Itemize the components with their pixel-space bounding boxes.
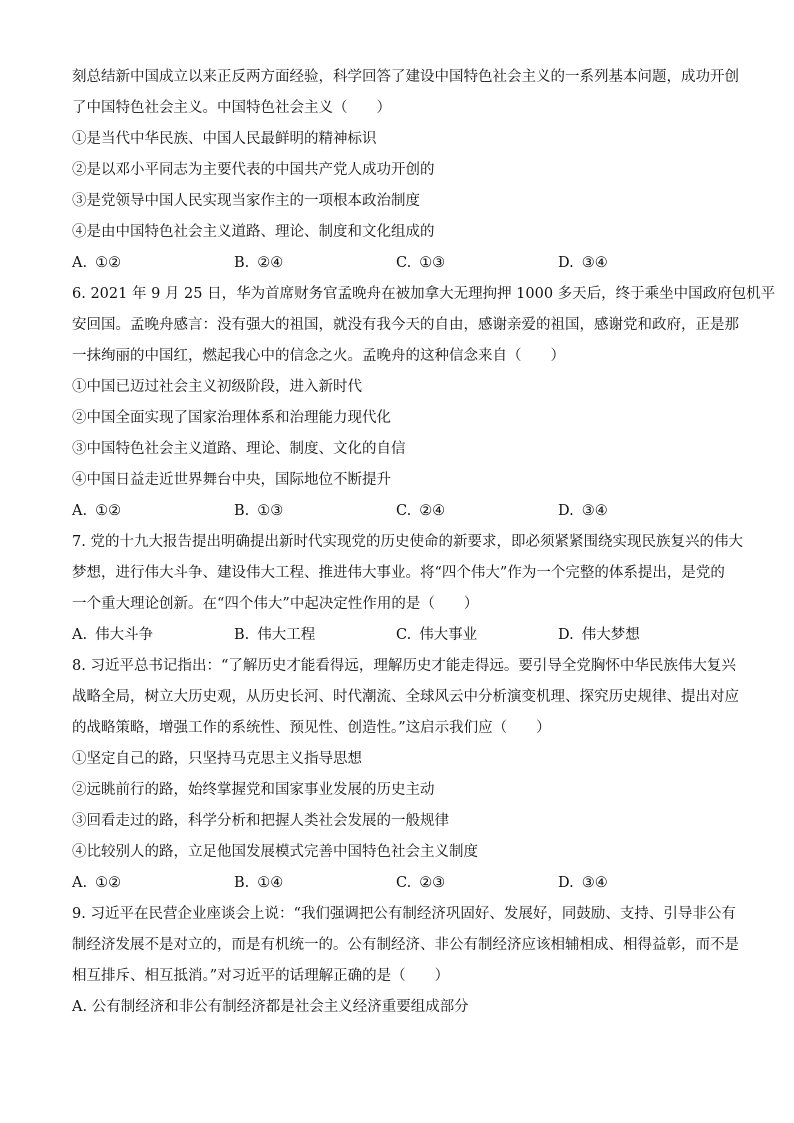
option-letter: B. [234,875,250,891]
option-letter: C. [396,875,412,891]
option-a [72,248,234,279]
question-stem-line: 一个重大理论创新。在“四个伟大”中起决定性作用的是（ ） [72,596,479,612]
option-d [558,868,720,899]
option-letter: A. [72,503,88,519]
answer-options [72,868,722,899]
option-letter: C. [396,627,412,643]
option-letter: B. [234,503,250,519]
statement-item: ①是当代中华民族、中国人民最鲜明的精神标识 [72,131,377,147]
option-letter: C. [396,503,412,519]
option-letter: A. [72,627,88,643]
option-letter: A. [72,875,88,891]
option-text: ②③ [419,875,446,891]
option-text: ③④ [581,503,608,519]
statement-item: ②是以邓小平同志为主要代表的中国共产党人成功开创的 [72,162,435,178]
option-c [396,620,558,651]
question-7 [72,527,743,651]
option-text: ①② [95,875,122,891]
option-letter: D. [558,875,574,891]
option-text: ③④ [581,875,608,891]
option-text: ①② [95,255,122,271]
option-a [72,496,234,527]
question-stem-line: 安回国。孟晚舟感言：没有强大的祖国，就没有我今天的自由，感谢亲爱的祖国，感谢党和政府，正是那 [72,317,739,333]
option-a [72,868,234,899]
statement-item: ①中国已迈过社会主义初级阶段，进入新时代 [72,379,362,395]
option-c [396,868,558,899]
option-d [558,248,720,279]
statement-item: ③回看走过的路，科学分析和把握人类社会发展的一般规律 [72,813,449,829]
question-5 [72,62,739,279]
option-text: ①④ [257,875,284,891]
option-text: ②④ [257,255,284,271]
statement-item: ②远眺前行的路，始终掌握党和国家事业发展的历史主动 [72,782,435,798]
statement-item: ④中国日益走近世界舞台中央，国际地位不断提升 [72,472,391,488]
option-text: ③④ [581,255,608,271]
option-d [558,496,720,527]
question-stem-line: 制经济发展不是对立的，而是有机统一的。公有制经济、非公有制经济应该相辅相成、相得益彰，而不是 [72,937,739,953]
option-a [72,620,234,651]
option-c [396,496,558,527]
answer-option-line: A. 公有制经济和非公有制经济都是社会主义经济重要组成部分 [72,999,469,1015]
option-text: 伟大工程 [257,627,316,643]
option-b [234,620,396,651]
option-text: 伟大斗争 [95,627,154,643]
option-letter: D. [558,503,574,519]
option-text: ②④ [419,503,446,519]
page-content [72,62,776,1023]
answer-options [72,496,722,527]
question-stem-line: 7. 党的十九大报告提出明确提出新时代实现党的历史使命的新要求，即必须紧紧围绕实现民族复兴的伟大 [72,534,743,550]
question-8 [72,651,739,899]
option-c [396,248,558,279]
question-stem-line: 相互排斥、相互抵消。”对习近平的话理解正确的是（ ） [72,968,450,984]
answer-options [72,248,722,279]
statement-item: ④是由中国特色社会主义道路、理论、制度和文化组成的 [72,224,435,240]
question-9 [72,899,739,1023]
answer-options [72,620,722,651]
statement-item: ②中国全面实现了国家治理体系和治理能力现代化 [72,410,391,426]
option-letter: A. [72,255,88,271]
option-text: ①② [95,503,122,519]
option-text: 伟大梦想 [581,627,640,643]
option-text: ①③ [419,255,446,271]
question-stem-line: 刻总结新中国成立以来正反两方面经验，科学回答了建设中国特色社会主义的一系列基本问题，成功开创 [72,69,739,85]
option-text: 伟大事业 [419,627,478,643]
option-letter: D. [558,255,574,271]
question-stem-line: 8. 习近平总书记指出：“了解历史才能看得远，理解历史才能走得远。要引导全党胸怀中华民族伟大复兴 [72,658,736,674]
question-stem-line: 6. 2021 年 9 月 25 日，华为首席财务官孟晚舟在被加拿大无理拘押 1000 多天后，终于乘坐中国政府包机平 [72,286,776,302]
question-stem-line: 一抹绚丽的中国红，燃起我心中的信念之火。孟晚舟的这种信念来自（ ） [72,348,565,364]
option-letter: D. [558,627,574,643]
option-b [234,496,396,527]
question-stem-line: 战略全局，树立大历史观，从历史长河、时代潮流、全球风云中分析演变机理、探究历史规律、提出对应 [72,689,739,705]
question-6 [72,279,776,527]
statement-item: ①坚定自己的路，只坚持马克思主义指导思想 [72,751,362,767]
statement-item: ④比较别人的路，立足他国发展模式完善中国特色社会主义制度 [72,844,478,860]
statement-item: ③是党领导中国人民实现当家作主的一项根本政治制度 [72,193,420,209]
question-stem-line: 梦想，进行伟大斗争、建设伟大工程、推进伟大事业。将“四个伟大”作为一个完整的体系提出，是党的 [72,565,725,581]
option-letter: C. [396,255,412,271]
question-stem-line: 9. 习近平在民营企业座谈会上说：“我们强调把公有制经济巩固好、发展好，同鼓励、支持、引导非公有 [72,906,736,922]
option-b [234,248,396,279]
question-stem-line: 的战略策略，增强工作的系统性、预见性、创造性。”这启示我们应（ ） [72,720,551,736]
option-letter: B. [234,255,250,271]
question-stem-line: 了中国特色社会主义。中国特色社会主义（ ） [72,100,391,116]
option-letter: B. [234,627,250,643]
statement-item: ③中国特色社会主义道路、理论、制度、文化的自信 [72,441,406,457]
option-text: ①③ [257,503,284,519]
option-d [558,620,720,651]
option-b [234,868,396,899]
